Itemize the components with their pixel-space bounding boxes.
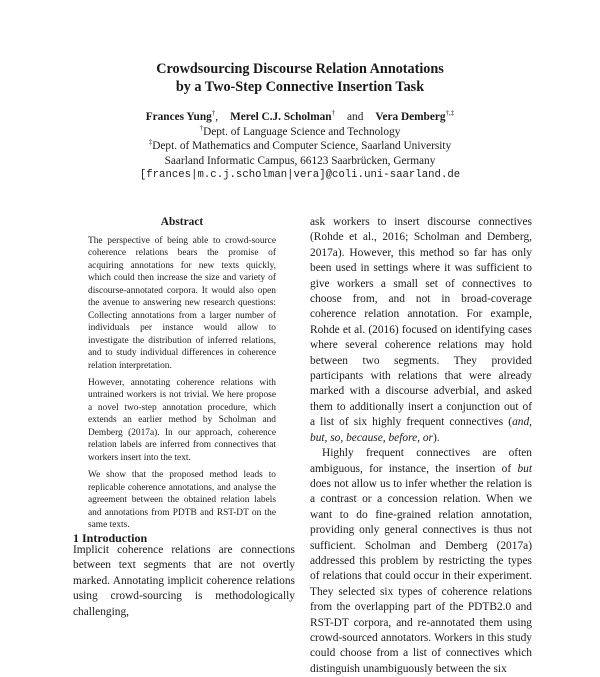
author-2-mark: †: [331, 109, 336, 117]
abstract-paragraph-2: However, annotating coherence relations with untrained workers is not trivial. We here propose a novel two-step annotation procedure, which extends an earlier method by Scholman and Demberg (2017a). In our approach, coherence relation labels are inferred from connectives that workers insert into the text.: [88, 377, 276, 463]
abstract-paragraph-3: We show that the proposed method leads to replicable coherence annotations, and analyse the agreement between the obtained relation labels and annotations from PDTB and RST-DT on the same texts.: [88, 470, 276, 530]
affiliation-2: ‡Dept. of Mathematics and Computer Science, Saarland University: [148, 138, 452, 152]
author-2-name: Merel C.J. Scholman: [230, 111, 332, 123]
connective-list: and, but, so, because, before, or: [310, 416, 532, 444]
right-column: [310, 215, 532, 677]
title-line-1: Crowdsourcing Discourse Relation Annotations: [156, 61, 444, 77]
abstract-paragraph-1: The perspective of being able to crowd-source coherence relations bears the promise of acquiring annotations for new texts quickly, which could then increase the size and variety of discourse-annotated corpora. It would also open the avenue to answering new research questions: Collecting annotations from a larger number of individuals per instance would allow to investigate the distribution of inferred relations, and to study individual differences in coherence relation interpretation.: [88, 236, 276, 371]
author-1-mark: †: [211, 109, 216, 117]
author-email[interactable]: [frances|m.c.j.scholman|vera]@coli.uni-saarland.de: [139, 169, 461, 181]
affiliation-1: †Dept. of Language Science and Technology: [199, 123, 401, 138]
author-1-name: Frances Yung: [145, 111, 212, 123]
author-names: Frances Yung†, Merel C.J. Scholman† and Vera Demberg†,‡: [145, 109, 455, 123]
paper-title: [0, 60, 600, 96]
title-line-2: by a Two-Step Connective Insertion Task: [175, 79, 425, 95]
affiliation-3: Saarland Informatic Campus, 66123 Saarbrücken, Germany: [164, 154, 436, 167]
right-paragraph-2: Highly frequent connectives are often ambiguous, for instance, the insertion of but does not allow us to infer whether the relation is a contrast or a concession relation. When we want to do fine-grained relation annotation, providing only general connectives is thus not sufficient. Scholman and Demberg (2017a) addressed this problem by restricting the types of relations that could occur in their experiment. They selected six types of coherence relations from the overlapping part of the PDTB2.0 and RST-DT corpora, and re-annotated them using crowd-sourced annotators. Workers in this study could choose from a list of connectives which distinguish unambiguously between the six: [310, 447, 532, 675]
introduction-heading: 1 Introduction: [73, 531, 148, 545]
author-block: [0, 110, 600, 183]
abstract-column: [88, 215, 276, 536]
author-3-name: Vera Demberg: [375, 111, 446, 123]
abstract-heading: Abstract: [160, 216, 204, 228]
introduction-paragraph: Implicit coherence relations are connections between text segments that are not overtly marked. Annotating implicit coherence relations using crowd-sourcing is methodologically challenging,: [73, 544, 295, 618]
right-paragraph-1: ask workers to insert discourse connectives (Rohde et al., 2016; Scholman and Demberg, 2017a). However, this method so far has only been used in settings where it was sufficient to give workers a small set of connectives to choose from, and not in broad-coverage coherence relation annotation. For example, Rohde et al. (2016) focused on identifying cases where several coherence relations may hold between two segments. They provided participants with relations that were already marked with a discourse adverbial, and asked them to additionally insert a conjunction out of a list of six highly frequent connectives (and, but, so, because, before, or).: [310, 216, 532, 444]
author-joiner: and: [347, 111, 364, 123]
author-3-mark: †,‡: [445, 109, 455, 117]
